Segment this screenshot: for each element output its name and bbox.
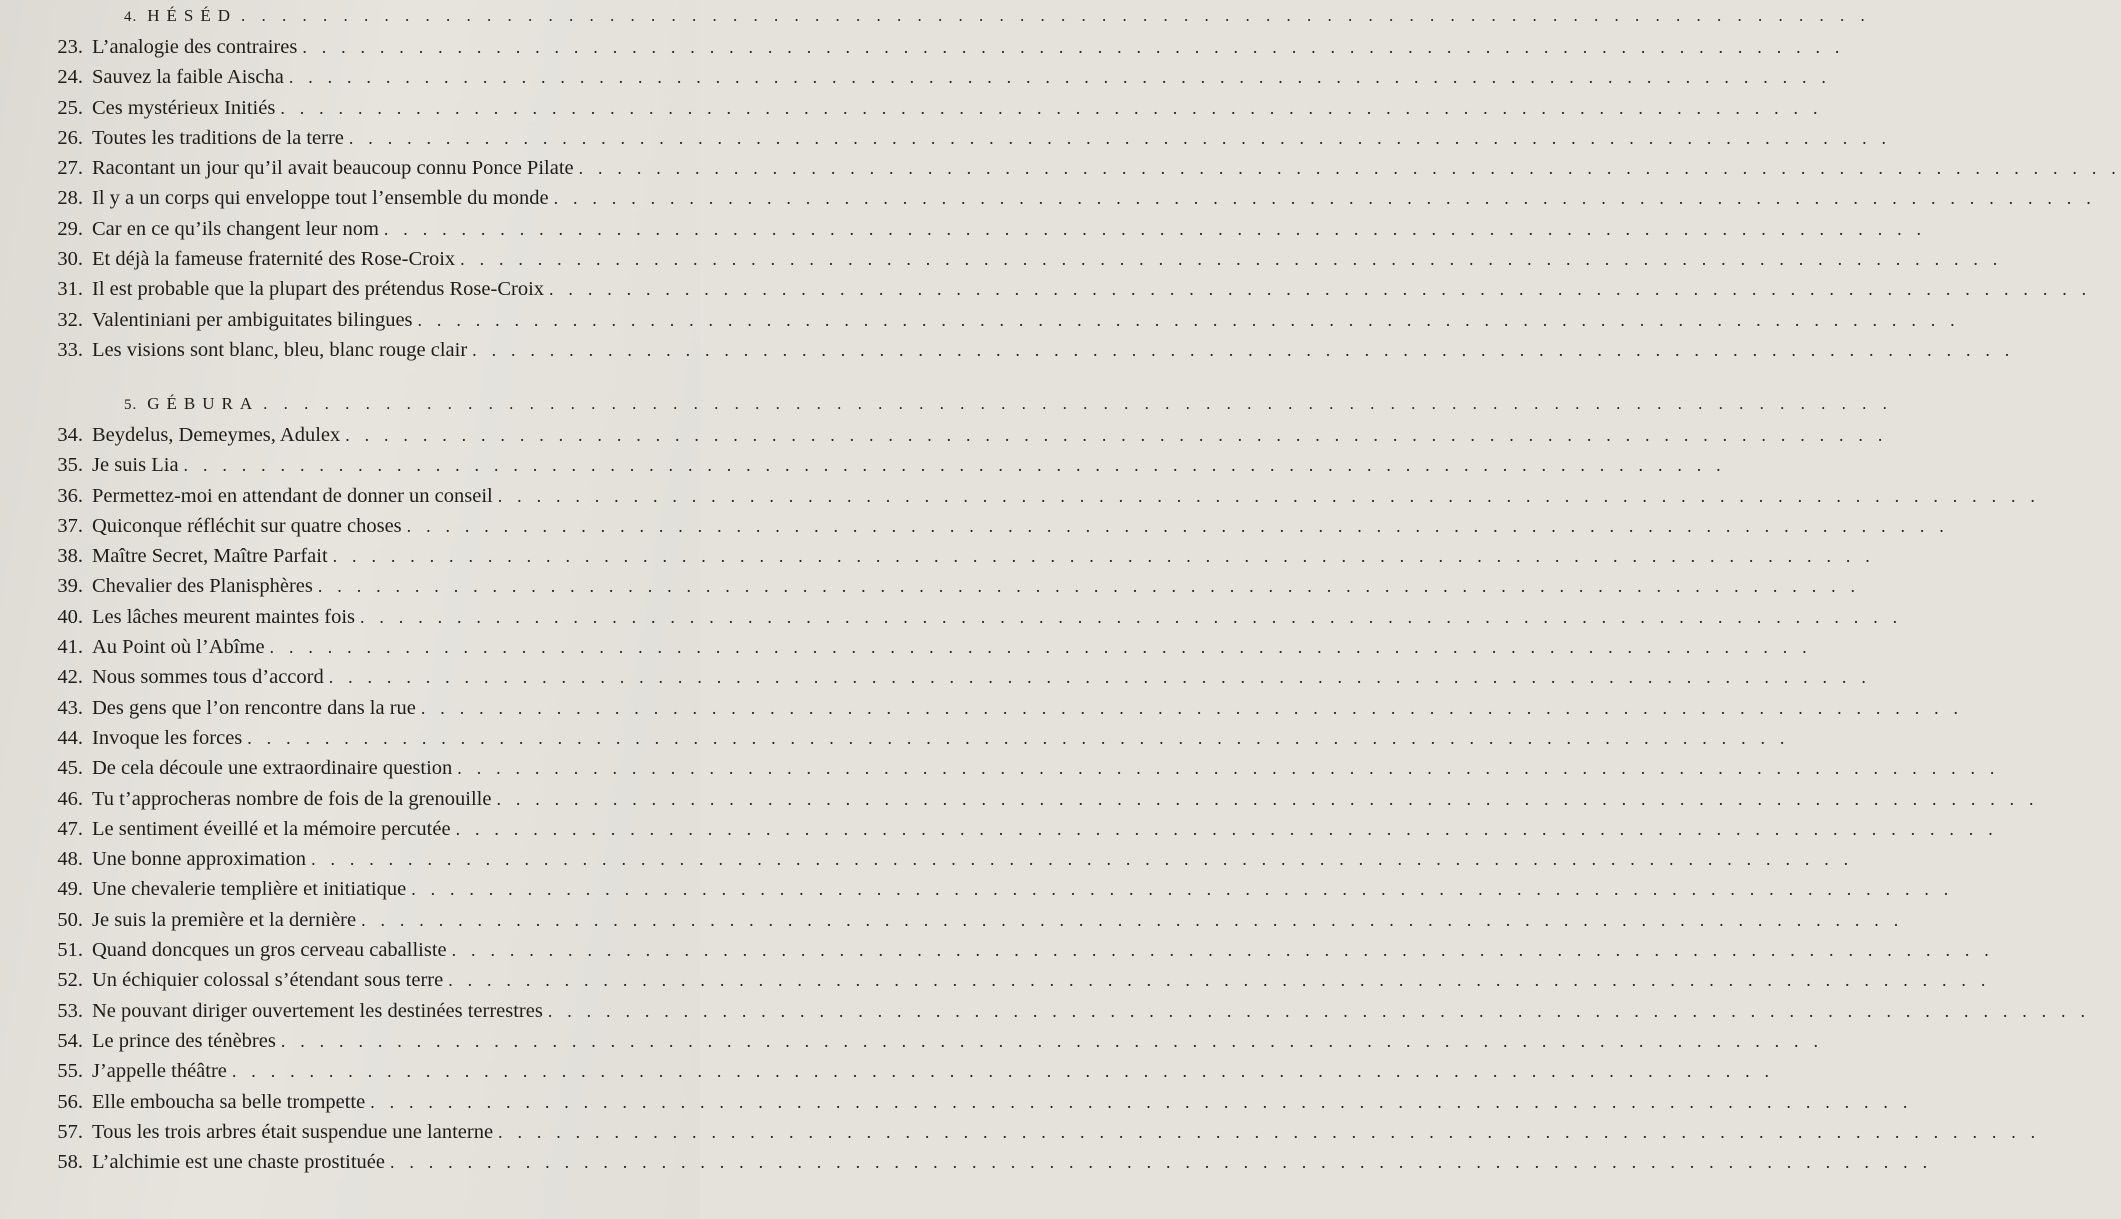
toc-entry bbox=[0, 1060, 1775, 1090]
chapter-title: Valentiniani per ambiguitates bilingues bbox=[92, 308, 413, 331]
dot-leader: . . . . . . . . . . . . . . . . . . . . . . . . . . . . . . . . . . . . . . . . . . . . . . . . . . . . . . . . . . . . . . . . . . . . . . . . . . . . . . . . bbox=[451, 940, 1994, 961]
toc-entry bbox=[0, 66, 1832, 96]
section-title: HÉSÉD bbox=[147, 6, 238, 25]
dot-leader: . . . . . . . . . . . . . . . . . . . . . . . . . . . . . . . . . . . . . . . . . . . . . . . . . . . . . . . . . . . . . . . . . . . . . . . . . . . . . . . . bbox=[263, 394, 1893, 413]
dot-leader: . . . . . . . . . . . . . . . . . . . . . . . . . . . . . . . . . . . . . . . . . . . . . . . . . . . . . . . . . . . . . . . . . . . . . . . . . . . . . . . . bbox=[332, 546, 1875, 567]
chapter-number: 52. bbox=[57, 969, 83, 992]
toc-entry bbox=[0, 187, 2096, 217]
dot-leader: . . . . . . . . . . . . . . . . . . . . . . . . . . . . . . . . . . . . . . . . . . . . . . . . . . . . . . . . . . . . . . . . . . . . . . . . . . . . . . . . bbox=[497, 485, 2041, 506]
chapter-number: 45. bbox=[57, 757, 83, 780]
toc-entry bbox=[0, 1029, 1824, 1060]
dot-leader: . . . . . . . . . . . . . . . . . . . . . . . . . . . . . . . . . . . . . . . . . . . . . . . . . . . . . . . . . . . . . . . . . . . . . . . . . . . . . . . . bbox=[317, 576, 1861, 597]
toc-entry bbox=[0, 1090, 1913, 1121]
toc-entry bbox=[0, 939, 1994, 969]
toc-entry bbox=[0, 1151, 1933, 1181]
toc-entry bbox=[0, 424, 1888, 454]
chapter-title: Sauvez la faible Aischa bbox=[92, 66, 284, 89]
chapter-number: 49. bbox=[57, 878, 83, 901]
chapter-title: Tu t’approcheras nombre de fois de la grenouille bbox=[92, 787, 492, 810]
toc-entry bbox=[0, 157, 2121, 187]
dot-leader: . . . . . . . . . . . . . . . . . . . . . . . . . . . . . . . . . . . . . . . . . . . . . . . . . . . . . . . . . . . . . . . . . . . . . . . . . . . . . . . . bbox=[448, 970, 1991, 991]
chapter-number: 53. bbox=[57, 999, 83, 1022]
dot-leader: . . . . . . . . . . . . . . . . . . . . . . . . . . . . . . . . . . . . . . . . . . . . . . . . . . . . . . . . . . . . . . . . . . . . . . . . . . . . . . . . bbox=[361, 909, 1904, 930]
chapter-title: L’analogie des contraires bbox=[92, 36, 298, 58]
chapter-number: 48. bbox=[57, 848, 83, 871]
chapter-number: 58. bbox=[57, 1151, 83, 1174]
chapter-number: 30. bbox=[57, 248, 83, 271]
toc-entry bbox=[0, 96, 1823, 127]
dot-leader: . . . . . . . . . . . . . . . . . . . . . . . . . . . . . . . . . . . . . . . . . . . . . . . . . . . . . . . . . . . . . . . . . . . . . . . . . . . . . . . . bbox=[280, 1030, 1824, 1051]
dot-leader: . . . . . . . . . . . . . . . . . . . . . . . . . . . . . . . . . . . . . . . . . . . . . . . . . . . . . . . . . . . . . . . . . . . . . . . . . . . . . . . . bbox=[183, 455, 1726, 476]
chapter-title: De cela découle une extraordinaire question bbox=[92, 757, 453, 780]
toc-entry bbox=[0, 36, 1845, 66]
chapter-title: Le sentiment éveillé et la mémoire percutée bbox=[92, 817, 451, 840]
toc-entry bbox=[0, 605, 1903, 636]
chapter-title: Quand doncques un gros cerveau caballiste bbox=[92, 939, 447, 962]
section-number: 5. bbox=[124, 397, 138, 413]
chapter-number: 36. bbox=[57, 484, 83, 507]
toc-entry bbox=[0, 484, 2041, 515]
chapter-title: Elle emboucha sa belle trompette bbox=[92, 1090, 366, 1113]
toc-entry bbox=[0, 575, 1861, 605]
dot-leader: . . . . . . . . . . . . . . . . . . . . . . . . . . . . . . . . . . . . . . . . . . . . . . . . . . . . . . . . . . . . . . . . . . . . . . . . . . . . . . . . bbox=[383, 218, 1927, 239]
chapter-title: Toutes les traditions de la terre bbox=[92, 126, 344, 149]
toc-entry bbox=[0, 726, 1790, 757]
dot-leader: . . . . . . . . . . . . . . . . . . . . . . . . . . . . . . . . . . . . . . . . . . . . . . . . . . . . . . . . . . . . . . . . . . . . . . . . . . . . . . . . bbox=[496, 788, 2039, 809]
toc-entry bbox=[0, 878, 1954, 908]
chapter-title: Quiconque réfléchit sur quatre choses bbox=[92, 514, 402, 537]
dot-leader: . . . . . . . . . . . . . . . . . . . . . . . . . . . . . . . . . . . . . . . . . . . . . . . . . . . . . . . . . . . . . . . . . . . . . . . . . . . . . . . . bbox=[553, 188, 2096, 209]
dot-leader: . . . . . . . . . . . . . . . . . . . . . . . . . . . . . . . . . . . . . . . . . . . . . . . . . . . . . . . . . . . . . . . . . . . . . . . . . . . . . . . . bbox=[420, 697, 1964, 718]
dot-leader: . . . . . . . . . . . . . . . . . . . . . . . . . . . . . . . . . . . . . . . . . . . . . . . . . . . . . . . . . . . . . . . . . . . . . . . . . . . . . . . . bbox=[247, 727, 1790, 748]
chapter-number: 38. bbox=[57, 545, 83, 568]
chapter-title: Il y a un corps qui enveloppe tout l’ensemble du monde bbox=[92, 187, 549, 210]
toc-entry bbox=[0, 514, 1949, 545]
dot-leader: . . . . . . . . . . . . . . . . . . . . . . . . . . . . . . . . . . . . . . . . . . . . . . . . . . . . . . . . . . . . . . . . . . . . . . . . . . . . . . . . bbox=[360, 606, 1903, 627]
toc-entry bbox=[0, 217, 1927, 248]
dot-leader: . . . . . . . . . . . . . . . . . . . . . . . . . . . . . . . . . . . . . . . . . . . . . . . . . . . . . . . . . . . . . . . . . . . . . . . . . . . . . . . . bbox=[472, 339, 2015, 360]
chapter-number: 46. bbox=[57, 787, 83, 810]
dot-leader: . . . . . . . . . . . . . . . . . . . . . . . . . . . . . . . . . . . . . . . . . . . . . . . . . . . . . . . . . . . . . . . . . . . . . . . . . . . . . . . . bbox=[231, 1061, 1775, 1082]
dot-leader: . . . . . . . . . . . . . . . . . . . . . . . . . . . . . . . . . . . . . . . . . . . . . . . . . . . . . . . . . . . . . . . . . . . . . . . . . . . . . . . . bbox=[288, 67, 1832, 88]
toc-entry bbox=[0, 126, 1892, 157]
toc-entry bbox=[0, 636, 1812, 666]
chapter-title: Tous les trois arbres était suspendue une lanterne bbox=[92, 1120, 494, 1143]
chapter-title: Chevalier des Planisphères bbox=[92, 575, 313, 598]
chapter-title: Invoque les forces bbox=[92, 726, 243, 749]
chapter-number: 35. bbox=[57, 454, 83, 477]
chapter-title: Ne pouvant diriger ouvertement les destinées terrestres bbox=[92, 999, 543, 1022]
toc-section bbox=[0, 394, 2091, 1181]
chapter-number: 24. bbox=[57, 66, 83, 89]
chapter-title: Car en ce qu’ils changent leur nom bbox=[92, 217, 379, 240]
section-number: 4. bbox=[124, 9, 138, 25]
chapter-number: 43. bbox=[57, 696, 83, 719]
toc-entry bbox=[0, 545, 1875, 575]
chapter-title: L’alchimie est une chaste prostituée bbox=[92, 1151, 385, 1174]
chapter-number: 55. bbox=[57, 1060, 83, 1083]
toc-entry bbox=[0, 338, 2015, 369]
chapter-title: Des gens que l’on rencontre dans la rue bbox=[92, 696, 416, 719]
toc-entry bbox=[0, 848, 1854, 878]
dot-leader: . . . . . . . . . . . . . . . . . . . . . . . . . . . . . . . . . . . . . . . . . . . . . . . . . . . . . . . . . . . . . . . . . . . . . . . . . . . . . . . . bbox=[311, 849, 1854, 870]
chapter-title: Les visions sont blanc, bleu, blanc rouge clair bbox=[92, 338, 468, 361]
chapter-number: 42. bbox=[57, 666, 83, 689]
chapter-title: Maître Secret, Maître Parfait bbox=[92, 545, 328, 568]
dot-leader: . . . . . . . . . . . . . . . . . . . . . . . . . . . . . . . . . . . . . . . . . . . . . . . . . . . . . . . . . . . . . . . . . . . . . . . . . . . . . . . . bbox=[328, 667, 1872, 688]
chapter-title: Au Point où l’Abîme bbox=[92, 636, 265, 659]
dot-leader: . . . . . . . . . . . . . . . . . . . . . . . . . . . . . . . . . . . . . . . . . . . . . . . . . . . . . . . . . . . . . . . . . . . . . . . . . . . . . . . . bbox=[455, 818, 1998, 839]
chapter-number: 41. bbox=[57, 636, 83, 659]
chapter-number: 23. bbox=[57, 36, 83, 58]
section-heading bbox=[124, 6, 1871, 36]
chapter-number: 33. bbox=[57, 338, 83, 361]
dot-leader: . . . . . . . . . . . . . . . . . . . . . . . . . . . . . . . . . . . . . . . . . . . . . . . . . . . . . . . . . . . . . . . . . . . . . . . . . . . . . . . . bbox=[457, 758, 2000, 779]
chapter-number: 28. bbox=[57, 187, 83, 210]
chapter-number: 40. bbox=[57, 605, 83, 628]
chapter-title: Et déjà la fameuse fraternité des Rose-Croix bbox=[92, 248, 456, 271]
chapter-number: 37. bbox=[57, 514, 83, 537]
toc-entry bbox=[0, 817, 1998, 848]
chapter-title: Je suis Lia bbox=[92, 454, 179, 477]
chapter-number: 26. bbox=[57, 126, 83, 149]
toc-entry bbox=[0, 308, 1960, 339]
toc-entry bbox=[0, 787, 2039, 818]
section-heading bbox=[124, 394, 1893, 424]
chapter-number: 31. bbox=[57, 278, 83, 301]
toc-entry bbox=[0, 248, 2003, 278]
toc-entry bbox=[0, 278, 2092, 308]
toc-entry bbox=[0, 454, 1726, 484]
dot-leader: . . . . . . . . . . . . . . . . . . . . . . . . . . . . . . . . . . . . . . . . . . . . . . . . . . . . . . . . . . . . . . . . . . . . . . . . . . . . . . . . bbox=[345, 425, 1888, 445]
chapter-number: 34. bbox=[57, 424, 83, 446]
chapter-title: Une bonne approximation bbox=[92, 848, 307, 871]
chapter-title: J’appelle théâtre bbox=[92, 1060, 227, 1083]
chapter-number: 32. bbox=[57, 308, 83, 331]
chapter-title: Une chevalerie templière et initiatique bbox=[92, 878, 407, 901]
dot-leader: . . . . . . . . . . . . . . . . . . . . . . . . . . . . . . . . . . . . . . . . . . . . . . . . . . . . . . . . . . . . . . . . . . . . . . . . . . . . . . . . bbox=[241, 6, 1871, 25]
dot-leader: . . . . . . . . . . . . . . . . . . . . . . . . . . . . . . . . . . . . . . . . . . . . . . . . . . . . . . . . . . . . . . . . . . . . . . . . . . . . . . . . bbox=[549, 279, 2092, 300]
toc-entry bbox=[0, 666, 1872, 696]
chapter-title: Beydelus, Demeymes, Adulex bbox=[92, 424, 341, 446]
chapter-number: 47. bbox=[57, 817, 83, 840]
chapter-number: 44. bbox=[57, 726, 83, 749]
dot-leader: . . . . . . . . . . . . . . . . . . . . . . . . . . . . . . . . . . . . . . . . . . . . . . . . . . . . . . . . . . . . . . . . . . . . . . . . . . . . . . . . bbox=[280, 97, 1823, 118]
section-title: GÉBURA bbox=[147, 394, 260, 413]
chapter-number: 56. bbox=[57, 1090, 83, 1113]
toc-section bbox=[0, 6, 2121, 369]
chapter-number: 54. bbox=[57, 1029, 83, 1052]
chapter-title: Un échiquier colossal s’étendant sous terre bbox=[92, 969, 444, 992]
chapter-title: Le prince des ténèbres bbox=[92, 1029, 276, 1052]
dot-leader: . . . . . . . . . . . . . . . . . . . . . . . . . . . . . . . . . . . . . . . . . . . . . . . . . . . . . . . . . . . . . . . . . . . . . . . . . . . . . . . . bbox=[547, 1000, 2091, 1021]
chapter-title: Il est probable que la plupart des prétendus Rose-Croix bbox=[92, 278, 545, 301]
chapter-title: Racontant un jour qu’il avait beaucoup connu Ponce Pilate bbox=[92, 157, 574, 180]
dot-leader: . . . . . . . . . . . . . . . . . . . . . . . . . . . . . . . . . . . . . . . . . . . . . . . . . . . . . . . . . . . . . . . . . . . . . . . . . . . . . . . . bbox=[370, 1091, 1913, 1112]
dot-leader: . . . . . . . . . . . . . . . . . . . . . . . . . . . . . . . . . . . . . . . . . . . . . . . . . . . . . . . . . . . . . . . . . . . . . . . . . . . . . . . . bbox=[460, 249, 2003, 270]
toc-entry bbox=[0, 757, 2000, 787]
chapter-number: 50. bbox=[57, 908, 83, 931]
toc-entry bbox=[0, 696, 1964, 727]
toc-entry bbox=[0, 1120, 2041, 1151]
dot-leader: . . . . . . . . . . . . . . . . . . . . . . . . . . . . . . . . . . . . . . . . . . . . . . . . . . . . . . . . . . . . . . . . . . . . . . . . . . . . . . . . bbox=[389, 1152, 1933, 1173]
dot-leader: . . . . . . . . . . . . . . . . . . . . . . . . . . . . . . . . . . . . . . . . . . . . . . . . . . . . . . . . . . . . . . . . . . . . . . . . . . . . . . . . bbox=[417, 309, 1960, 330]
toc-entry bbox=[0, 969, 1991, 999]
dot-leader: . . . . . . . . . . . . . . . . . . . . . . . . . . . . . . . . . . . . . . . . . . . . . . . . . . . . . . . . . . . . . . . . . . . . . . . . . . . . . . . . bbox=[411, 879, 1954, 900]
dot-leader: . . . . . . . . . . . . . . . . . . . . . . . . . . . . . . . . . . . . . . . . . . . . . . . . . . . . . . . . . . . . . . . . . . . . . . . . . . . . . . . . bbox=[302, 37, 1845, 57]
chapter-title: Les lâches meurent maintes fois bbox=[92, 605, 355, 628]
dot-leader: . . . . . . . . . . . . . . . . . . . . . . . . . . . . . . . . . . . . . . . . . . . . . . . . . . . . . . . . . . . . . . . . . . . . . . . . . . . . . . . . bbox=[406, 515, 1949, 536]
chapter-title: Ces mystérieux Initiés bbox=[92, 96, 276, 119]
toc-entry bbox=[0, 999, 2091, 1030]
chapter-number: 57. bbox=[57, 1120, 83, 1143]
dot-leader: . . . . . . . . . . . . . . . . . . . . . . . . . . . . . . . . . . . . . . . . . . . . . . . . . . . . . . . . . . . . . . . . . . . . . . . . . . . . . . . . bbox=[269, 637, 1812, 658]
chapter-number: 51. bbox=[57, 939, 83, 962]
chapter-number: 29. bbox=[57, 217, 83, 240]
toc-entry bbox=[0, 908, 1904, 939]
dot-leader: . . . . . . . . . . . . . . . . . . . . . . . . . . . . . . . . . . . . . . . . . . . . . . . . . . . . . . . . . . . . . . . . . . . . . . . . . . . . . . . . bbox=[348, 127, 1892, 148]
chapter-title: Je suis la première et la dernière bbox=[92, 908, 357, 931]
chapter-number: 25. bbox=[57, 96, 83, 119]
chapter-number: 27. bbox=[57, 157, 83, 180]
chapter-title: Permettez-moi en attendant de donner un conseil bbox=[92, 484, 493, 507]
chapter-number: 39. bbox=[57, 575, 83, 598]
chapter-title: Nous sommes tous d’accord bbox=[92, 666, 324, 689]
dot-leader: . . . . . . . . . . . . . . . . . . . . . . . . . . . . . . . . . . . . . . . . . . . . . . . . . . . . . . . . . . . . . . . . . . . . . . . . . . . . . . . . bbox=[498, 1121, 2041, 1142]
dot-leader: . . . . . . . . . . . . . . . . . . . . . . . . . . . . . . . . . . . . . . . . . . . . . . . . . . . . . . . . . . . . . . . . . . . . . . . . . . . . . . . . bbox=[578, 158, 2121, 179]
